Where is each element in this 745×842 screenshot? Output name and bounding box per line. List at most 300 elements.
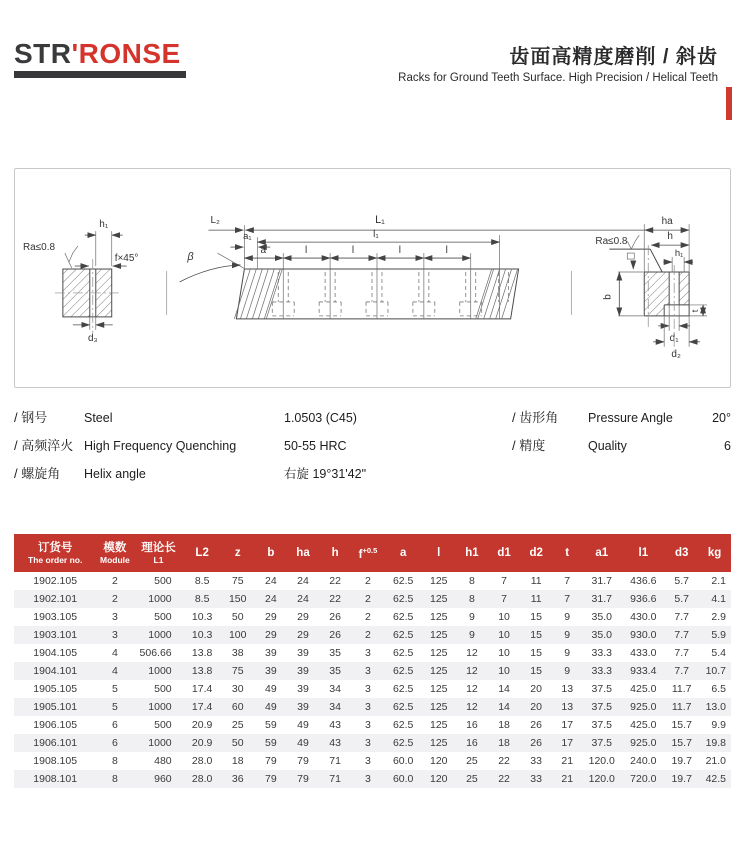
cell-kg: 9.9 [711,719,726,731]
spec-label-cn: / 螺旋角 [14,466,61,481]
spec-value: 20° [712,411,731,425]
table-row [14,626,731,644]
cell-l1-theory: 480 [154,755,172,767]
cell-z: 50 [231,611,244,623]
cell-L2: 10.3 [191,629,213,641]
col-header-module: 模数 Module [96,534,133,572]
spec-row-pressure-angle [512,410,731,426]
dim-label-h1-right: h₁ [674,248,684,260]
cell-a1: 33.3 [591,647,612,659]
table-header [14,534,731,572]
cell-l1: 240.0 [630,755,657,767]
cell-order-no: 1902.105 [33,575,78,587]
cell-h1: 12 [466,647,478,659]
cell-l: 120 [430,773,448,785]
cell-ha: 49 [297,737,309,749]
cell-d1: 7 [501,593,507,605]
cell-t: 9 [564,665,571,677]
cell-ha: 79 [297,755,309,767]
cell-b: 79 [265,755,277,767]
cell-z: 150 [228,593,247,605]
cell-h1: 8 [469,593,475,605]
cell-order-no: 1904.105 [33,647,78,659]
cell-a1: 120.0 [588,755,615,767]
col-header-order-no: 订货号 The order no. [14,534,96,572]
cell-d3: 15.7 [671,719,692,731]
cell-f: 3 [365,737,371,749]
cell-l1-theory: 500 [154,683,172,695]
dim-label-l1-side: l₁ [373,229,379,241]
cell-z: 100 [228,629,247,641]
cell-d2: 15 [530,647,542,659]
cell-order-no: 1906.101 [33,737,78,749]
logo-underline-bar [14,71,186,78]
cell-ha: 29 [297,629,309,641]
cell-z: 60 [231,701,244,713]
dim-label-h: h [667,231,673,243]
cell-a: 62.5 [392,647,414,659]
logo-prefix: STR [14,38,72,69]
cell-l1-theory: 1000 [148,737,172,749]
cell-h: 71 [329,773,341,785]
dim-label-L2: L₂ [210,215,220,227]
spec-label-en: High Frequency Quenching [84,439,237,453]
spec-label-cn: / 高频淬火 [14,438,74,453]
cell-l1: 430.0 [630,611,657,623]
cell-h1: 25 [466,773,478,785]
col-header-L2: L2 [184,534,221,572]
spec-label-en: Steel [84,411,113,425]
cell-a: 62.5 [392,719,414,731]
logo-suffix: 'RONSE [71,38,181,69]
table-row [14,572,731,590]
cell-h1: 16 [466,719,478,731]
cell-a: 60.0 [392,755,414,767]
cell-d2: 33 [530,755,542,767]
cell-f: 2 [365,629,371,641]
cell-l: 125 [430,701,448,713]
table-row [14,644,731,662]
cell-z: 25 [231,719,244,731]
cell-module: 5 [111,701,118,713]
dim-label-d3: d₃ [87,332,98,344]
cell-t: 21 [561,755,574,767]
cell-d2: 20 [530,701,542,713]
cell-l1: 436.6 [630,575,657,587]
dim-label-l-4: l [445,245,448,257]
cell-kg: 6.5 [711,683,726,695]
cell-d3: 5.7 [674,575,689,587]
dim-label-d1: d₁ [669,332,679,344]
spec-label-en: Pressure Angle [588,411,673,425]
cell-ha: 49 [297,719,309,731]
cell-b: 29 [265,611,277,623]
mounting-holes [272,253,481,319]
cell-h1: 12 [466,665,478,677]
cell-d1: 10 [498,665,510,677]
table-row [14,716,731,734]
cell-kg: 2.9 [711,611,726,623]
cell-d1: 22 [498,773,510,785]
col-header-h1: h1 [456,534,488,572]
dim-label-l-1: l [305,245,308,257]
cell-h1: 9 [469,611,475,623]
cell-l1-theory: 1000 [148,629,172,641]
cell-t: 9 [564,629,571,641]
cell-d3: 7.7 [674,611,689,623]
cell-a1: 120.0 [588,773,615,785]
cell-L2: 17.4 [191,683,213,695]
cell-l1-theory: 500 [154,719,172,731]
cell-h: 26 [329,611,341,623]
brand-logo-text [14,40,186,68]
cell-kg: 13.0 [705,701,726,713]
cell-l1-theory: 1000 [148,593,172,605]
cell-L2: 28.0 [191,773,213,785]
cell-d1: 14 [498,701,510,713]
cell-l: 125 [430,575,448,587]
cell-h: 34 [329,683,341,695]
cell-d1: 18 [498,719,510,731]
spec-row-steel [14,410,484,426]
cell-a1: 37.5 [591,683,612,695]
cell-t: 9 [564,611,571,623]
cell-l: 120 [430,755,448,767]
cell-d3: 19.7 [671,755,692,767]
col-header-h: h [319,534,351,572]
cell-a1: 35.0 [591,629,612,641]
cell-d1: 14 [498,683,510,695]
cell-b: 79 [265,773,277,785]
table-row [14,698,731,716]
cell-ha: 39 [297,665,309,677]
spec-label-en: Helix angle [84,467,146,481]
col-header-d1: d1 [488,534,520,572]
cell-module: 4 [111,647,118,659]
cell-order-no: 1903.105 [33,611,78,623]
col-header-d3: d3 [665,534,698,572]
cell-kg: 19.8 [705,737,726,749]
cell-order-no: 1904.101 [33,665,78,677]
table-row [14,770,731,788]
cell-b: 24 [265,575,277,587]
cell-b: 59 [265,719,277,731]
cell-d3: 7.7 [674,629,689,641]
cell-h: 34 [329,701,341,713]
brand-logo [14,40,186,78]
cell-h: 43 [329,719,341,731]
spec-row-helix-angle [14,466,484,482]
cell-d2: 33 [530,773,542,785]
cell-f: 2 [365,611,371,623]
cell-l: 125 [430,629,448,641]
cell-t: 17 [561,719,574,731]
cell-ha: 39 [297,701,309,713]
dim-label-f45: f×45° [114,253,139,265]
cell-L2: 8.5 [194,575,210,587]
cell-d3: 11.7 [671,683,692,695]
cell-module: 6 [111,719,118,731]
cell-b: 49 [265,683,277,695]
cell-h1: 16 [466,737,478,749]
dim-label-beta: β [187,251,194,264]
cell-L2: 28.0 [191,755,213,767]
spec-list [14,410,731,494]
cell-module: 5 [111,683,118,695]
cell-order-no: 1905.105 [33,683,78,695]
spec-label-en: Quality [588,439,627,453]
col-header-a1: a1 [582,534,621,572]
cell-a1: 33.3 [591,665,612,677]
cell-kg: 5.9 [711,629,726,641]
left-end-view [23,219,138,344]
cell-d3: 7.7 [674,647,689,659]
cell-module: 2 [111,575,118,587]
roughness-label-left: Ra≤0.8 [22,242,56,254]
table-row [14,680,731,698]
spec-row-quenching [14,438,484,454]
cell-d3: 7.7 [674,665,689,677]
cell-l1-theory: 506.66 [139,647,172,659]
cell-a1: 37.5 [591,737,612,749]
cell-d3: 15.7 [671,737,692,749]
dim-label-ha: ha [661,216,673,228]
cell-b: 24 [265,593,277,605]
cell-a1: 31.7 [591,575,612,587]
cell-order-no: 1908.105 [33,755,78,767]
cell-h: 43 [329,737,341,749]
rack-side-view [180,214,690,319]
cell-ha: 39 [297,647,309,659]
cell-h1: 12 [466,701,478,713]
cell-b: 29 [265,629,277,641]
cell-l: 125 [430,647,448,659]
cell-a: 62.5 [392,611,414,623]
dim-label-l-3: l [398,245,402,257]
cell-l1: 425.0 [630,683,657,695]
cell-a: 62.5 [392,683,414,695]
cell-h: 35 [329,665,341,677]
technical-drawing [15,169,730,387]
cell-module: 3 [111,629,118,641]
cell-l: 125 [430,611,448,623]
cell-h1: 25 [466,755,478,767]
page-header [14,40,732,84]
page-title: 齿面高精度磨削 / 斜齿 [509,46,718,68]
spec-label-cn: / 精度 [512,438,546,453]
col-header-l: l [422,534,456,572]
cell-d3: 5.7 [674,593,689,605]
cell-L2: 20.9 [191,719,213,731]
cell-a1: 37.5 [591,719,612,731]
cell-kg: 21.0 [705,755,726,767]
cell-d2: 26 [530,719,542,731]
cell-d2: 15 [530,611,542,623]
col-header-t: t [552,534,582,572]
cell-t: 7 [564,593,571,605]
cell-f: 3 [365,719,371,731]
table-row [14,662,731,680]
cell-d2: 15 [530,665,542,677]
cell-f: 2 [365,593,371,605]
cell-z: 30 [231,683,244,695]
cell-kg: 10.7 [705,665,726,677]
cell-d1: 10 [498,629,510,641]
cell-z: 75 [231,665,244,677]
cell-h1: 12 [466,683,478,695]
cell-f: 3 [365,665,371,677]
cell-l: 125 [430,593,448,605]
cell-ha: 24 [297,575,309,587]
spec-list-right [512,410,731,494]
col-header-z: z [221,534,255,572]
dim-label-a: a [260,245,267,257]
cell-f: 3 [365,773,371,785]
cell-d1: 22 [498,755,510,767]
spec-label-cn: / 钢号 [14,410,48,425]
cell-module: 4 [111,665,118,677]
cell-h: 71 [329,755,341,767]
spec-value: 50-55 HRC [284,439,347,453]
product-table-section [14,534,731,788]
col-header-l1-theory: 理论长 L1 [133,534,183,572]
cell-kg: 2.1 [711,575,726,587]
cell-l1: 925.0 [630,737,657,749]
cell-a: 62.5 [392,701,414,713]
table-row [14,752,731,770]
cell-d2: 20 [530,683,542,695]
table-row [14,734,731,752]
cell-z: 38 [231,647,244,659]
cell-l1: 925.0 [630,701,657,713]
cell-z: 50 [231,737,244,749]
cell-t: 13 [561,683,574,695]
rack-product-table [14,534,731,788]
title-accent-bar [726,87,732,120]
dim-label-d2: d₂ [671,348,681,360]
dim-label-h1-left: h₁ [99,219,109,231]
cell-l: 125 [430,683,448,695]
col-header-a: a [385,534,422,572]
cell-ha: 79 [297,773,309,785]
cell-f: 3 [365,683,371,695]
cell-l1-theory: 960 [154,773,172,785]
cell-l1-theory: 500 [154,575,172,587]
cell-b: 39 [265,647,277,659]
cell-d1: 10 [498,647,510,659]
cell-d3: 19.7 [671,773,692,785]
spec-list-left [14,410,484,494]
cell-l1: 433.0 [630,647,657,659]
dim-label-b: b [602,294,614,300]
cell-l: 125 [430,665,448,677]
cell-module: 8 [111,755,118,767]
cell-order-no: 1902.101 [33,593,78,605]
cell-a1: 31.7 [591,593,612,605]
cell-ha: 39 [297,683,309,695]
col-header-l1: l1 [621,534,665,572]
cell-module: 3 [111,611,118,623]
cell-z: 18 [231,755,244,767]
cross-section-view [595,216,707,360]
cell-t: 21 [561,773,574,785]
cell-order-no: 1903.101 [33,629,78,641]
col-header-b: b [255,534,287,572]
cell-h1: 8 [469,575,475,587]
cell-f: 2 [365,575,371,587]
cell-module: 2 [111,593,118,605]
cell-l1-theory: 1000 [148,665,172,677]
cell-h: 26 [329,629,341,641]
cell-z: 75 [231,575,244,587]
cell-d1: 7 [501,575,507,587]
spec-row-quality [512,438,731,454]
cell-h: 22 [329,593,341,605]
cell-l1-theory: 500 [154,611,172,623]
spec-label-cn: / 齿形角 [512,410,559,425]
cell-l1-theory: 1000 [148,701,172,713]
cell-kg: 4.1 [711,593,726,605]
cell-L2: 17.4 [191,701,213,713]
spec-value: 1.0503 (C45) [284,411,357,425]
cell-order-no: 1905.101 [33,701,78,713]
cell-z: 36 [231,773,244,785]
cell-l1: 933.4 [630,665,657,677]
cell-t: 13 [561,701,574,713]
cell-L2: 13.8 [191,665,213,677]
cell-d2: 15 [530,629,542,641]
cell-l: 125 [430,719,448,731]
table-row [14,608,731,626]
dim-label-L1: L₁ [375,214,385,227]
cell-b: 59 [265,737,277,749]
cell-a: 62.5 [392,575,414,587]
page-title-block [398,40,732,84]
cell-h: 35 [329,647,341,659]
cell-kg: 5.4 [711,647,726,659]
cell-l1: 425.0 [630,719,657,731]
spec-value: 6 [724,439,731,453]
cell-a: 62.5 [392,737,414,749]
cell-module: 6 [111,737,118,749]
col-header-f: $f^{+0.5}$ [351,534,385,572]
cell-l1: 720.0 [630,773,657,785]
col-header-ha: ha [287,534,319,572]
cell-f: 3 [365,701,371,713]
cell-b: 39 [265,665,277,677]
cell-L2: 13.8 [191,647,213,659]
cell-a: 60.0 [392,773,414,785]
cell-l1: 930.0 [630,629,657,641]
cell-d1: 10 [498,611,510,623]
table-row [14,590,731,608]
cell-a: 62.5 [392,665,414,677]
cell-f: 3 [365,755,371,767]
cell-L2: 10.3 [191,611,213,623]
cell-kg: 42.5 [705,773,726,785]
cell-ha: 29 [297,611,309,623]
cell-d2: 26 [530,737,542,749]
cell-l: 125 [430,737,448,749]
cell-ha: 24 [297,593,309,605]
cell-t: 7 [564,575,571,587]
dim-label-t: t [690,309,702,313]
page-subtitle: Racks for Ground Teeth Surface. High Precision / Helical Teeth [398,72,718,84]
cell-L2: 8.5 [194,593,210,605]
cell-order-no: 1908.101 [33,773,78,785]
col-header-kg: kg [698,534,731,572]
cell-t: 17 [561,737,574,749]
